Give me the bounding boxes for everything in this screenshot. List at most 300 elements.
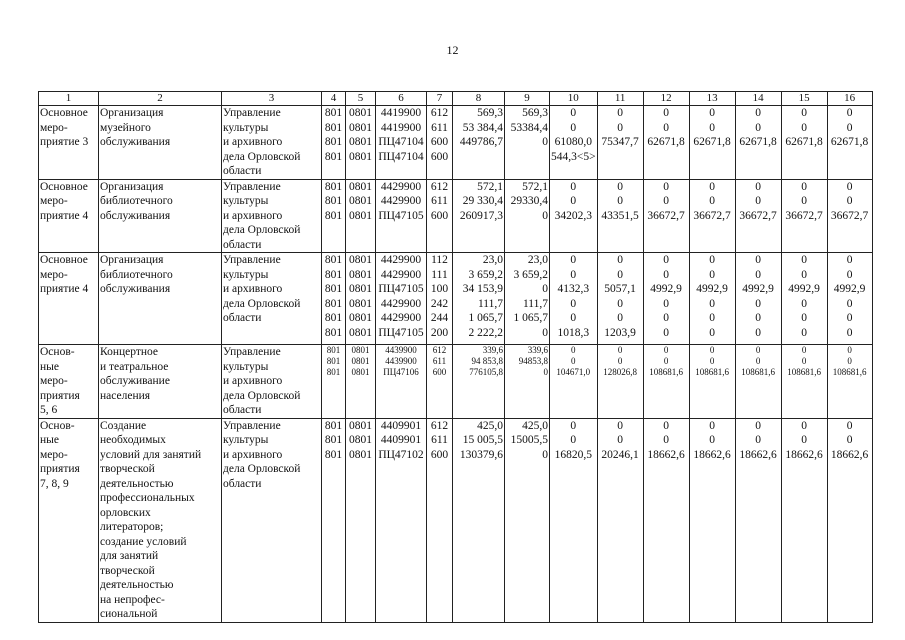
cell-line: 0 [663, 180, 669, 193]
table-row [39, 345, 873, 419]
cell-line: 0801 [349, 326, 372, 339]
column-number-3: 3 [222, 92, 322, 106]
cell-line: 0 [542, 209, 548, 222]
column-number-13: 13 [689, 92, 735, 106]
cell-line: и театральное [100, 360, 169, 373]
cell-line: 0801 [349, 209, 372, 222]
cell-line: 0 [570, 107, 577, 119]
value-col-14 [735, 179, 781, 253]
name-cell [99, 106, 222, 180]
value-col-13 [689, 418, 735, 622]
value-col-8 [453, 418, 505, 622]
csr-cell [376, 418, 427, 622]
cell-line: Основ- [40, 346, 75, 358]
cell-line: необходимых [100, 434, 166, 446]
vr-cell [427, 345, 453, 419]
cell-line: 130379,6 [459, 448, 503, 461]
cell-line: 0 [755, 107, 761, 119]
cell-line: 111,7 [522, 297, 548, 310]
cell-line: 0801 [351, 367, 370, 377]
cell-line: 75347,7 [601, 136, 639, 148]
cell-line: 0 [846, 268, 853, 281]
value-col-15 [781, 253, 827, 345]
cell-line: 0 [663, 254, 669, 266]
measure-cell [39, 345, 99, 419]
cell-line: 612 [430, 107, 449, 119]
value-col-11 [597, 179, 643, 253]
cell-line: 0 [617, 297, 623, 310]
value-col-12 [643, 106, 689, 180]
cell-line: 544,3<5> [551, 150, 596, 163]
cell-line: 801 [324, 268, 343, 281]
cell-line: 0 [663, 195, 669, 207]
cell-line: 0 [755, 268, 761, 281]
cell-line: 0 [847, 356, 852, 366]
cell-line: Основное [40, 254, 88, 266]
cell-line: 0801 [349, 434, 372, 446]
cell-line: 4419900 [380, 121, 422, 134]
cell-line: дела Орловской [223, 224, 301, 236]
cell-line: 0 [617, 345, 623, 355]
name-cell [99, 345, 222, 419]
cell-line: на непрофес- [100, 593, 165, 606]
cell-line: 0 [663, 107, 669, 119]
cell-line: обслуживания [100, 136, 171, 148]
cell-line: приятие 3 [40, 136, 89, 148]
cell-line: 0801 [349, 180, 372, 193]
cell-line: 7, 8, 9 [40, 477, 69, 490]
cell-line: 0 [846, 297, 853, 310]
budget-table [38, 91, 873, 623]
cell-line: 43351,5 [601, 209, 639, 222]
cell-line: ПЦ47106 [383, 367, 419, 377]
cell-line: 4409901 [380, 434, 422, 446]
cell-line: 29330,4 [510, 195, 548, 207]
vr-cell [427, 106, 453, 180]
cell-line: 15005,5 [510, 434, 548, 446]
cell-line: 4429900 [380, 180, 422, 193]
cell-line: 0801 [351, 356, 370, 366]
cell-line: 600 [430, 209, 449, 222]
cell-line: деятельностью [100, 477, 174, 490]
cell-line: 0 [570, 434, 577, 446]
cell-line: и архивного [223, 448, 283, 461]
cell-line: библиотечного [100, 268, 173, 281]
cell-line: 0 [570, 312, 577, 324]
cell-line: 0 [709, 419, 715, 432]
rzpr-cell [346, 418, 376, 622]
cell-line: 100 [430, 283, 449, 295]
cell-line: 36672,7 [785, 209, 823, 222]
cell-line: 0 [709, 345, 715, 355]
cell-line: 801 [324, 150, 343, 163]
executor-cell [222, 253, 322, 345]
cell-line: 62671,8 [693, 136, 731, 148]
cell-line: культуры [223, 121, 269, 134]
cell-line: 0 [542, 283, 548, 295]
value-col-15 [781, 418, 827, 622]
column-number-7: 7 [427, 92, 453, 106]
cell-line: 569,3 [522, 107, 548, 119]
cell-line: Основное [40, 180, 88, 193]
cell-line: 0 [755, 180, 761, 193]
cell-line: 0801 [349, 121, 372, 134]
table-body [39, 92, 873, 623]
value-col-12 [643, 345, 689, 419]
cell-line: 801 [324, 448, 343, 461]
table-row [39, 106, 873, 180]
cell-line: 1 065,7 [513, 312, 548, 324]
value-col-8 [453, 179, 505, 253]
value-col-16 [827, 418, 872, 622]
cell-line: 611 [431, 434, 448, 446]
cell-line: 449786,7 [459, 136, 503, 148]
cell-line: дела Орловской [223, 389, 301, 402]
cell-line: 0801 [349, 136, 372, 148]
cell-line: Организация [100, 107, 164, 119]
cell-line: 572,1 [522, 180, 548, 193]
cell-line: 4992,9 [696, 283, 728, 295]
cell-line: 4419900 [380, 107, 422, 119]
cell-line: Организация [100, 180, 164, 193]
cell-line: 61080,0 [554, 136, 592, 148]
cell-line: 0 [570, 254, 577, 266]
cell-line: области [223, 312, 262, 324]
table-row [39, 179, 873, 253]
cell-line: музейного [100, 121, 151, 134]
vr-cell [427, 179, 453, 253]
cell-line: 18662,6 [785, 448, 823, 461]
name-cell [99, 418, 222, 622]
value-col-13 [689, 345, 735, 419]
executor-cell [222, 106, 322, 180]
cell-line: 0 [755, 121, 761, 134]
cell-line: 53384,4 [510, 121, 548, 134]
value-col-10 [550, 345, 598, 419]
cell-line: 0 [617, 419, 623, 432]
cell-line: Концертное [100, 346, 159, 358]
cell-line: 4439900 [385, 345, 417, 355]
cell-line: меро- [40, 195, 68, 207]
cell-line: ПЦ47105 [378, 283, 424, 295]
table-row [39, 253, 873, 345]
cell-line: 34202,3 [554, 209, 592, 222]
cell-line: 4429900 [380, 254, 422, 266]
cell-line: 0 [801, 312, 807, 324]
cell-line: области [223, 165, 262, 177]
cell-line: 0 [663, 356, 669, 366]
column-number-14: 14 [735, 92, 781, 106]
cell-line: 0801 [349, 283, 372, 295]
cell-line: 0 [846, 434, 853, 446]
cell-line: 0 [663, 434, 669, 446]
cell-line: 53 384,4 [462, 121, 503, 134]
value-col-15 [781, 179, 827, 253]
cell-line: Управление [223, 419, 281, 432]
cell-line: 0 [709, 356, 715, 366]
cell-line: 18662,6 [647, 448, 685, 461]
measure-cell [39, 253, 99, 345]
cell-line: 801 [324, 136, 343, 148]
cell-line: 0 [801, 326, 807, 339]
cell-line: 5057,1 [604, 283, 636, 295]
value-col-12 [643, 418, 689, 622]
cell-line: Основ- [40, 419, 75, 432]
cell-line: 0 [542, 136, 548, 148]
value-col-9 [505, 418, 550, 622]
cell-line: 0 [663, 268, 669, 281]
cell-line: 611 [432, 356, 447, 366]
cell-line: 569,3 [477, 107, 503, 119]
cell-line: 4429900 [380, 268, 422, 281]
cell-line: 0 [847, 345, 852, 355]
grbs-cell [322, 106, 346, 180]
cell-line: 801 [324, 434, 343, 446]
cell-line: 108681,6 [832, 367, 867, 377]
cell-line: 0 [571, 356, 576, 366]
cell-line: культуры [223, 434, 269, 446]
name-cell [99, 253, 222, 345]
cell-line: 0 [570, 121, 577, 134]
cell-line: 0 [570, 180, 577, 193]
csr-cell [376, 253, 427, 345]
cell-line: 4992,9 [788, 283, 820, 295]
cell-line: 94 853,8 [471, 356, 503, 366]
cell-line: 108681,6 [741, 367, 775, 377]
cell-line: 104671,0 [556, 367, 591, 377]
cell-line: 4132,3 [557, 283, 590, 295]
cell-line: 20246,1 [601, 448, 639, 461]
column-number-6: 6 [376, 92, 427, 106]
cell-line: 0 [755, 419, 761, 432]
value-col-16 [827, 179, 872, 253]
cell-line: 572,1 [477, 180, 503, 193]
cell-line: 0 [663, 326, 669, 339]
cell-line: 0 [846, 419, 853, 432]
cell-line: 801 [324, 283, 343, 295]
cell-line: 0 [617, 195, 623, 207]
measure-cell [39, 179, 99, 253]
cell-line: 112 [431, 254, 448, 266]
cell-line: 5, 6 [40, 404, 58, 416]
value-col-11 [597, 253, 643, 345]
cell-line: культуры [223, 195, 269, 207]
cell-line: 0 [663, 345, 669, 355]
cell-line: 0 [709, 121, 715, 134]
cell-line: 108681,6 [787, 367, 821, 377]
cell-line: 0801 [349, 150, 372, 163]
cell-line: и архивного [223, 283, 283, 295]
column-number-4: 4 [322, 92, 346, 106]
measure-cell [39, 418, 99, 622]
cell-line: 4992,9 [742, 283, 774, 295]
cell-line: профессиональных [100, 492, 195, 504]
cell-line: 108681,6 [695, 367, 729, 377]
cell-line: 0 [663, 312, 669, 324]
cell-line: 801 [324, 254, 343, 266]
cell-line: Управление [223, 346, 281, 358]
csr-cell [376, 345, 427, 419]
page-number: 12 [446, 43, 459, 57]
value-col-12 [643, 179, 689, 253]
cell-line: меро- [40, 268, 68, 281]
cell-line: 4429900 [380, 312, 422, 324]
value-col-12 [643, 253, 689, 345]
cell-line: населения [100, 389, 151, 402]
cell-line: литераторов; [100, 521, 164, 533]
value-col-11 [597, 345, 643, 419]
cell-line: ные [40, 434, 59, 446]
value-col-10 [550, 253, 598, 345]
cell-line: 0 [846, 326, 853, 339]
cell-line: 0 [709, 254, 715, 266]
cell-line: 0 [617, 107, 623, 119]
cell-line: 0 [617, 434, 623, 446]
cell-line: 600 [430, 448, 449, 461]
cell-line: обслуживание [100, 375, 170, 387]
cell-line: ПЦ47105 [378, 326, 424, 339]
cell-line: 801 [324, 419, 343, 432]
rzpr-cell [346, 106, 376, 180]
cell-line: 0 [709, 195, 715, 207]
value-col-10 [550, 418, 598, 622]
cell-line: 0 [542, 448, 548, 461]
column-number-2: 2 [99, 92, 222, 106]
value-col-14 [735, 418, 781, 622]
cell-line: 4992,9 [833, 283, 866, 295]
cell-line: 0801 [349, 107, 372, 119]
cell-line: 0 [709, 312, 715, 324]
cell-line: 0 [755, 297, 761, 310]
cell-line: обслуживания [100, 283, 171, 295]
cell-line: 0 [617, 268, 623, 281]
value-col-15 [781, 345, 827, 419]
cell-line: 0 [570, 195, 577, 207]
cell-line: 18662,6 [739, 448, 777, 461]
value-col-14 [735, 253, 781, 345]
column-number-5: 5 [346, 92, 376, 106]
cell-line: 0801 [349, 448, 372, 461]
cell-line: культуры [223, 268, 269, 281]
cell-line: 0 [846, 195, 853, 207]
cell-line: 18662,6 [693, 448, 731, 461]
column-number-8: 8 [453, 92, 505, 106]
cell-line: 0 [571, 345, 576, 355]
cell-line: 339,6 [482, 345, 503, 355]
cell-line: 111 [431, 268, 448, 281]
cell-line: 600 [432, 367, 447, 377]
cell-line: 200 [430, 326, 449, 339]
cell-line: 4429900 [380, 195, 422, 207]
cell-line: 15 005,5 [462, 434, 503, 446]
cell-line: 600 [430, 136, 449, 148]
cell-line: Управление [223, 180, 281, 193]
cell-line: 801 [324, 121, 343, 134]
cell-line: 339,6 [527, 345, 548, 355]
cell-line: 0801 [349, 297, 372, 310]
cell-line: 0 [617, 254, 623, 266]
cell-line: 244 [430, 312, 449, 324]
cell-line: 111,7 [477, 297, 503, 310]
cell-line: 0 [846, 254, 853, 266]
vr-cell [427, 418, 453, 622]
value-col-13 [689, 106, 735, 180]
cell-line: 4429900 [380, 297, 422, 310]
value-col-10 [550, 179, 598, 253]
column-number-11: 11 [597, 92, 643, 106]
column-number-15: 15 [781, 92, 827, 106]
value-col-16 [827, 106, 872, 180]
cell-line: 0 [709, 180, 715, 193]
grbs-cell [322, 345, 346, 419]
cell-line: ПЦ47102 [378, 448, 424, 461]
cell-line: 0 [801, 254, 807, 266]
cell-line: 16820,5 [554, 448, 592, 461]
cell-line: 108681,6 [649, 367, 683, 377]
cell-line: творческой [100, 564, 155, 577]
cell-line: 62671,8 [830, 136, 869, 148]
cell-line: 3 659,2 [468, 268, 503, 281]
vr-cell [427, 253, 453, 345]
cell-line: 0 [755, 326, 761, 339]
cell-line: области [223, 238, 262, 251]
cell-line: 801 [324, 107, 343, 119]
value-col-14 [735, 106, 781, 180]
cell-line: Организация [100, 254, 164, 266]
value-col-16 [827, 253, 872, 345]
cell-line: 1203,9 [604, 326, 636, 339]
cell-line: 0801 [349, 312, 372, 324]
cell-line: 1018,3 [557, 326, 590, 339]
cell-line: 0 [570, 297, 577, 310]
cell-line: 0801 [349, 254, 372, 266]
cell-line: области [223, 477, 262, 490]
cell-line: 801 [324, 297, 343, 310]
cell-line: 801 [324, 312, 343, 324]
cell-line: 801 [326, 345, 341, 355]
cell-line: 0 [570, 419, 577, 432]
csr-cell [376, 106, 427, 180]
cell-line: 62671,8 [739, 136, 777, 148]
cell-line: 0 [801, 419, 807, 432]
value-col-13 [689, 179, 735, 253]
cell-line: 425,0 [477, 419, 503, 432]
header-row [39, 92, 873, 106]
cell-line: 36672,7 [830, 209, 869, 222]
grbs-cell [322, 253, 346, 345]
cell-line: 0 [709, 326, 715, 339]
cell-line: 0 [755, 434, 761, 446]
column-number-12: 12 [643, 92, 689, 106]
cell-line: 4409901 [380, 419, 422, 432]
cell-line: приятие 4 [40, 283, 89, 295]
cell-line: меро- [40, 448, 68, 461]
csr-cell [376, 179, 427, 253]
cell-line: приятия [40, 389, 80, 402]
column-number-1: 1 [39, 92, 99, 106]
cell-line: 0 [801, 195, 807, 207]
cell-line: и архивного [223, 209, 283, 222]
cell-line: 0 [801, 180, 807, 193]
cell-line: 0 [755, 254, 761, 266]
cell-line: ные [40, 360, 59, 373]
cell-line: 0 [846, 121, 853, 134]
cell-line: условий для занятий [100, 448, 202, 461]
value-col-16 [827, 345, 872, 419]
cell-line: 801 [324, 195, 343, 207]
cell-line: 0 [755, 356, 761, 366]
cell-line: 0801 [349, 419, 372, 432]
